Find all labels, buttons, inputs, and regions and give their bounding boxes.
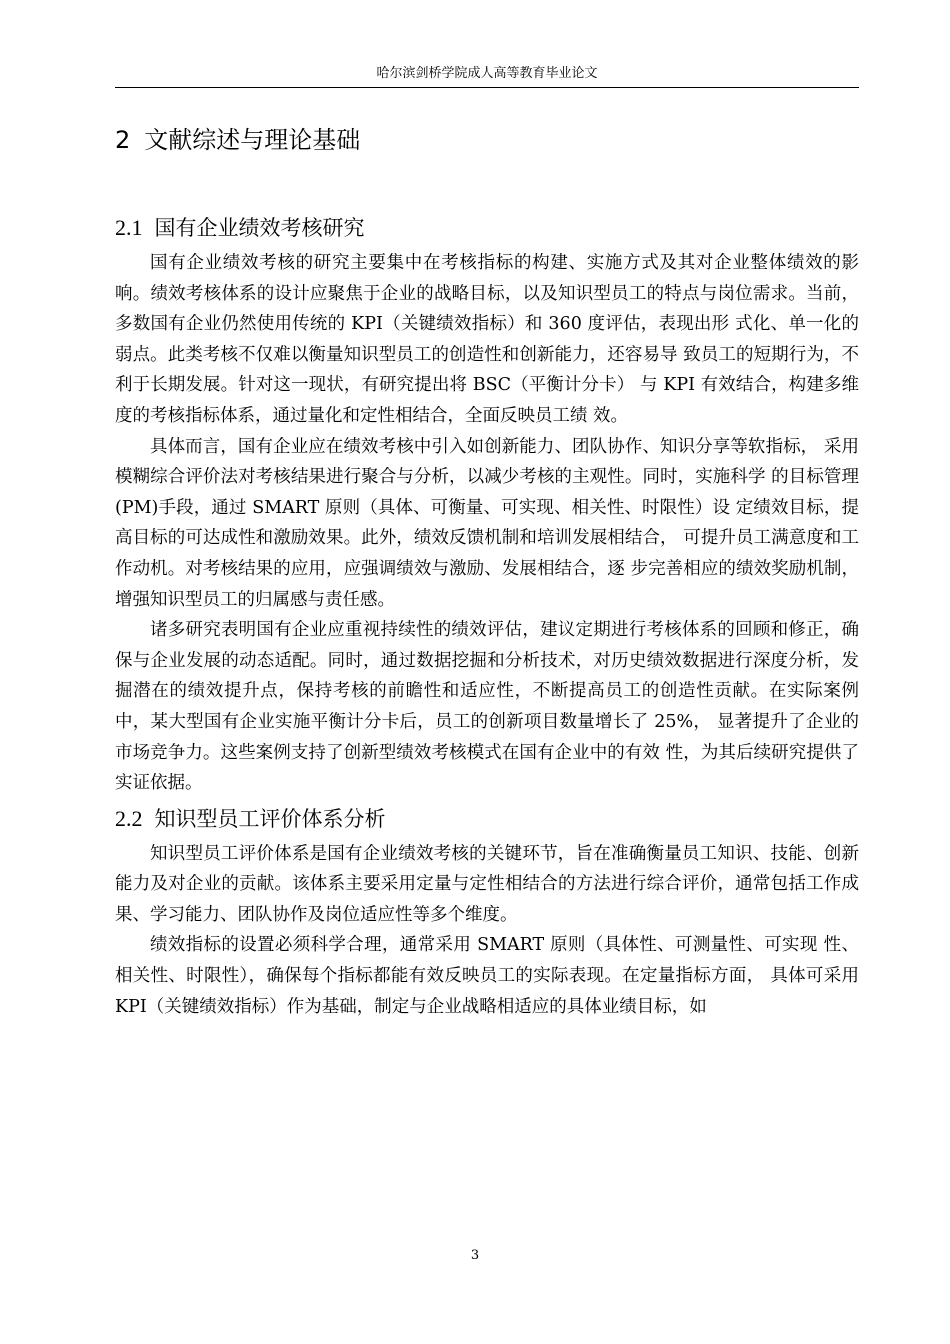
page-content [115,118,859,1022]
paragraph-2-1-1: 国有企业绩效考核的研究主要集中在考核指标的构建、实施方式及其对企业整体绩效的影响。绩效考核体系的设计应聚焦于企业的战略目标，以及知识型员工的特点与岗位需求。当前，多数国有企业仍然使用传统的 KPI（关键绩效指标）和 360 度评估，表现出形 式化、单一化的弱点。此类考核不仅难以衡量知识型员工的创造性和创新能力，还容易导 致员工的短期行为，不利于长期发展。针对这一现状，有研究提出将 BSC（平衡计分卡） 与 KPI 有效结合，构建多维度的考核指标体系，通过量化和定性相结合，全面反映员工绩 效。 [115,253,859,426]
section-heading-2-2 [115,799,859,839]
paragraph-2-1-2: 具体而言，国有企业应在绩效考核中引入如创新能力、团队协作、知识分享等软指标， 采用模糊综合评价法对考核结果进行聚合与分析，以减少考核的主观性。同时，实施科学 的目标管理(PM)手段，通过 SMART 原则（具体、可衡量、可实现、相关性、时限性）设 定绩效目标，提高目标的可达成性和激励效果。此外，绩效反馈机制和培训发展相结合， 可提升员工满意度和工作动机。对考核结果的应用，应强调绩效与激励、发展相结合，逐 步完善相应的绩效奖励机制，增强知识型员工的归属感与责任感。 [115,436,859,610]
section-title: 知识型员工评价体系分析 [154,806,386,831]
paragraph-2-1-3: 诸多研究表明国有企业应重视持续性的绩效评估，建议定期进行考核体系的回顾和修正，确保与企业发展的动态适配。同时，通过数据挖掘和分析技术，对历史绩效数据进行深度分析，发掘潜在的绩效提升点，保持考核的前瞻性和适应性，不断提高员工的创造性贡献。在实际案例中，某大型国有企业实施平衡计分卡后，员工的创新项目数量增长了 25%， 显著提升了企业的市场竞争力。这些案例支持了创新型绩效考核模式在国有企业中的有效 性，为其后续研究提供了实证依据。 [115,620,859,794]
section-number: 2.2 [115,805,143,831]
section-number: 2.1 [115,215,143,240]
chapter-title: 文献综述与理论基础 [144,126,361,154]
section-heading-2-1 [115,208,859,248]
paragraph-2-2-2: 绩效指标的设置必须科学合理，通常采用 SMART 原则（具体性、可测量性、可实现 性、相关性、时限性），确保每个指标都能有效反映员工的实际表现。在定量指标方面， 具体可采用 KPI（关键绩效指标）作为基础，制定与企业战略相适应的具体业绩目标，如 [115,935,859,1017]
page-number: 3 [470,1248,480,1263]
chapter-heading [115,118,859,162]
chapter-number: 2 [115,126,131,154]
section-title: 国有企业绩效考核研究 [154,216,365,240]
header-rule [115,87,859,88]
paragraph-2-2-1: 知识型员工评价体系是国有企业绩效考核的关键环节，旨在准确衡量员工知识、技能、创新能力及对企业的贡献。该体系主要采用定量与定性相结合的方法进行综合评价，通常包括工作成果、学习能力、团队协作及岗位适应性等多个维度。 [115,843,859,925]
running-header: 哈尔滨剑桥学院成人高等教育毕业论文 [376,66,598,81]
